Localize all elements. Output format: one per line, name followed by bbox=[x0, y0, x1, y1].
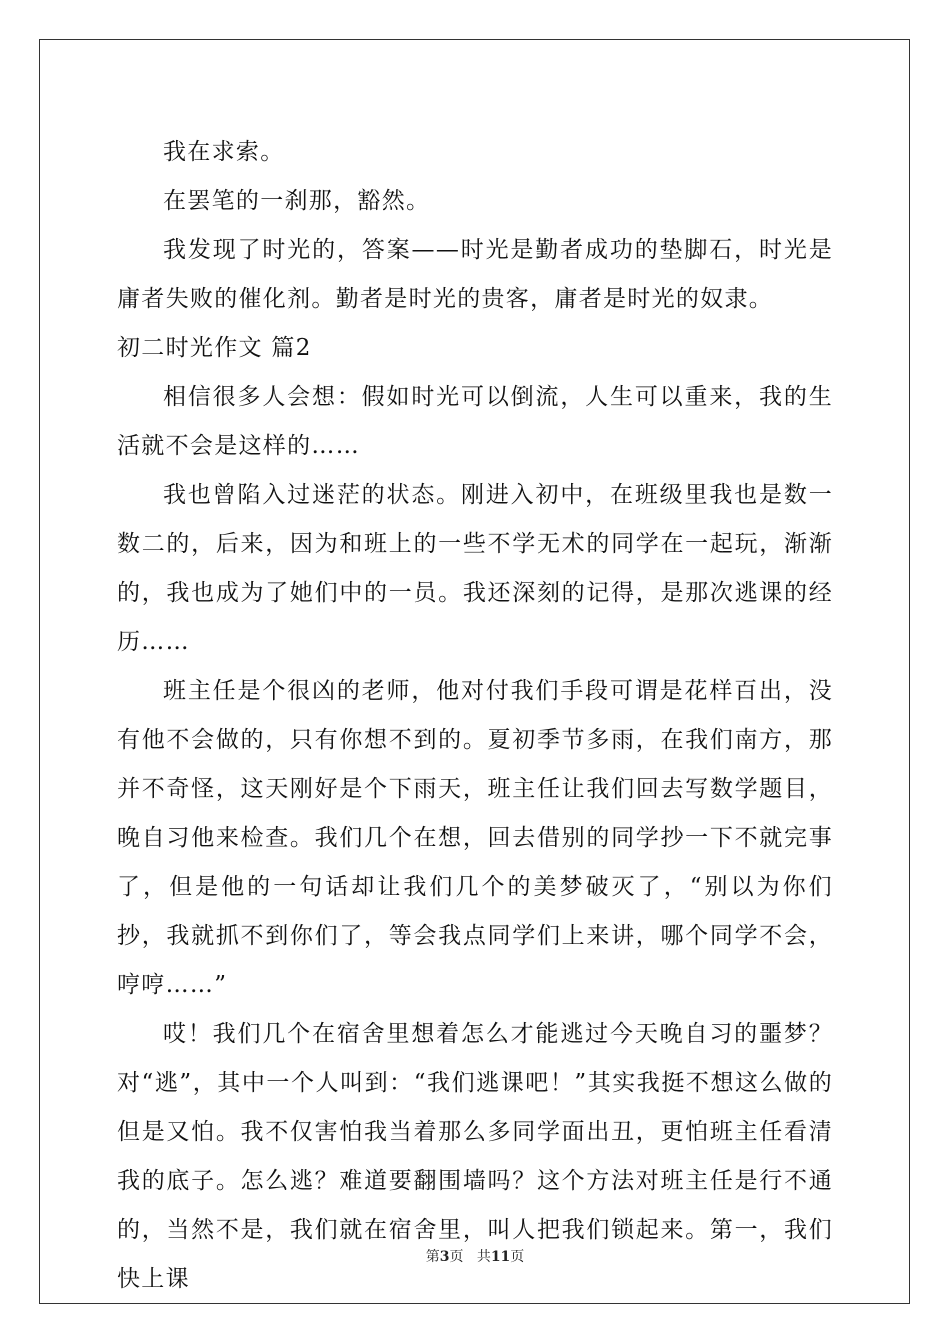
total-prefix: 共 bbox=[476, 1249, 491, 1265]
paragraph: 我发现了时光的，答案——时光是勤者成功的垫脚石，时光是庸者失败的催化剂。勤者是时光的贵客，庸者是时光的奴隶。 bbox=[117, 237, 833, 312]
section-heading: 初二时光作文 篇2 bbox=[117, 335, 312, 361]
paragraph: 相信很多人会想：假如时光可以倒流，人生可以重来，我的生活就不会是这样的…… bbox=[117, 384, 833, 459]
page-prefix: 第 bbox=[425, 1249, 440, 1265]
paragraph: 哎！我们几个在宿舍里想着怎么才能逃过今天晚自习的噩梦？对“逃”，其中一个人叫到：“我们逃课吧！”其实我挺不想这么做的但是又怕。我不仅害怕我当着那么多同学面出丑，更怕班主任看清我的底子。怎么逃？难道要翻围墙吗？这个方法对班主任是行不通的，当然不是，我们就在宿舍里，叫人把我们锁起来。第一，我们快上课 bbox=[117, 1021, 833, 1292]
paragraph: 在罢笔的一刹那，豁然。 bbox=[163, 188, 431, 214]
page-suffix: 页 bbox=[449, 1249, 464, 1265]
total-pages-number: 11 bbox=[490, 1249, 511, 1265]
paragraph: 我也曾陷入过迷茫的状态。刚进入初中，在班级里我也是数一数二的，后来，因为和班上的一些不学无术的同学在一起玩，渐渐的，我也成为了她们中的一员。我还深刻的记得，是那次逃课的经历…… bbox=[117, 482, 833, 655]
document-body bbox=[117, 128, 833, 1304]
total-suffix: 页 bbox=[510, 1249, 525, 1265]
paragraph: 我在求索。 bbox=[163, 139, 285, 165]
page-footer bbox=[0, 1246, 950, 1266]
paragraph: 班主任是个很凶的老师，他对付我们手段可谓是花样百出，没有他不会做的，只有你想不到的。夏初季节多雨，在我们南方，那并不奇怪，这天刚好是个下雨天，班主任让我们回去写数学题目，晚自习他来检查。我们几个在想，回去借别的同学抄一下不就完事了，但是他的一句话却让我们几个的美梦破灭了，“别以为你们抄，我就抓不到你们了，等会我点同学们上来讲，哪个同学不会，哼哼……” bbox=[117, 678, 833, 998]
current-page-number: 3 bbox=[439, 1249, 450, 1265]
